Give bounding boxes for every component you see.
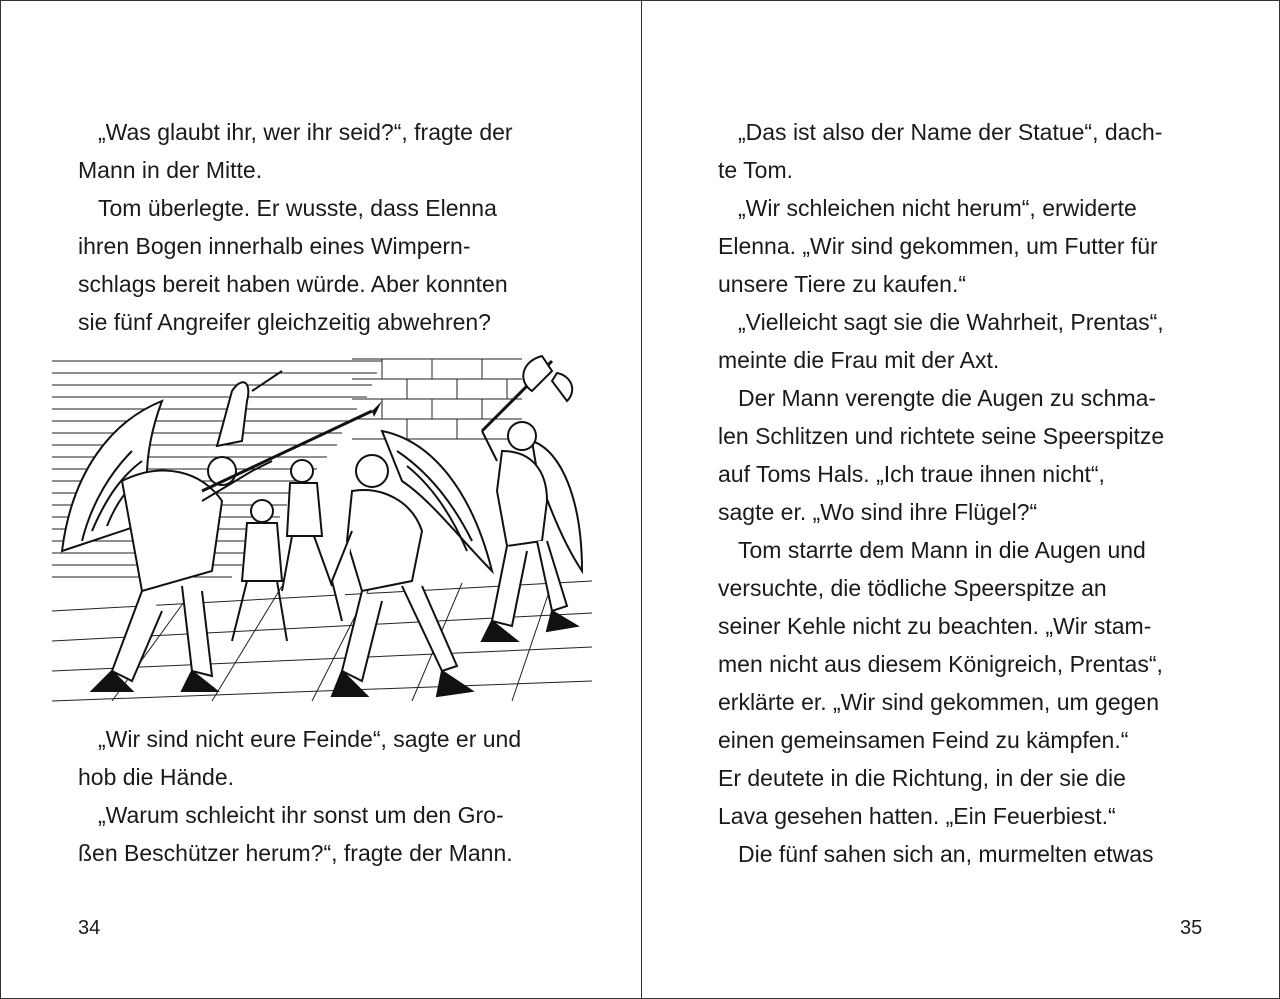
text-line: Tom starrte dem Mann in die Augen und bbox=[738, 537, 1146, 563]
text-line: Er deutete in die Richtung, in der sie die bbox=[718, 765, 1126, 791]
text-line: len Schlitzen und richtete seine Speerspitze bbox=[718, 423, 1165, 449]
text-line: sie fünf Angreifer gleichzeitig abwehren? bbox=[78, 309, 491, 335]
text-line: Die fünf sahen sich an, murmelten etwas bbox=[738, 841, 1154, 867]
text-line: ßen Beschützer herum?“, fragte der Mann. bbox=[78, 840, 513, 866]
battle-illustration bbox=[52, 351, 592, 707]
text-line: einen gemeinsamen Feind zu kämpfen.“ bbox=[718, 727, 1129, 753]
text-line: sagte er. „Wo sind ihre Flügel?“ bbox=[718, 499, 1038, 525]
text-line: seiner Kehle nicht zu beachten. „Wir stam- bbox=[718, 613, 1152, 639]
text-line: hob die Hände. bbox=[78, 764, 235, 790]
right-page bbox=[642, 1, 1280, 999]
text-line: „Wir schleichen nicht herum“, erwiderte bbox=[738, 195, 1137, 221]
text-line: „Was glaubt ihr, wer ihr seid?“, fragte der bbox=[98, 119, 513, 145]
text-line: Elenna. „Wir sind gekommen, um Futter für bbox=[718, 233, 1158, 259]
text-line: unsere Tiere zu kaufen.“ bbox=[718, 271, 967, 297]
text-line: „Vielleicht sagt sie die Wahrheit, Prentas“, bbox=[738, 309, 1164, 335]
text-line: „Wir sind nicht eure Feinde“, sagte er und bbox=[98, 726, 522, 752]
page-number-left: 34 bbox=[78, 917, 101, 939]
text-line: men nicht aus diesem Königreich, Prentas“, bbox=[718, 651, 1163, 677]
text-line: te Tom. bbox=[718, 157, 793, 183]
text-line: Lava gesehen hatten. „Ein Feuerbiest.“ bbox=[718, 803, 1116, 829]
left-page bbox=[1, 1, 641, 999]
text-line: ihren Bogen innerhalb eines Wimpern- bbox=[78, 233, 471, 259]
text-line: erklärte er. „Wir sind gekommen, um gegen bbox=[718, 689, 1160, 715]
text-line: Tom überlegte. Er wusste, dass Elenna bbox=[98, 195, 497, 221]
text-line: auf Toms Hals. „Ich traue ihnen nicht“, bbox=[718, 461, 1105, 487]
text-line: Mann in der Mitte. bbox=[78, 157, 263, 183]
text-line: Der Mann verengte die Augen zu schma- bbox=[738, 385, 1157, 411]
text-line: „Das ist also der Name der Statue“, dach- bbox=[738, 119, 1163, 145]
page-number-right: 35 bbox=[1180, 917, 1203, 939]
text-line: schlags bereit haben würde. Aber konnten bbox=[78, 271, 508, 297]
text-line: versuchte, die tödliche Speerspitze an bbox=[718, 575, 1107, 601]
winged-warriors-drawing bbox=[52, 351, 592, 707]
text-line: meinte die Frau mit der Axt. bbox=[718, 347, 1000, 373]
text-line: „Warum schleicht ihr sonst um den Gro- bbox=[98, 802, 504, 828]
